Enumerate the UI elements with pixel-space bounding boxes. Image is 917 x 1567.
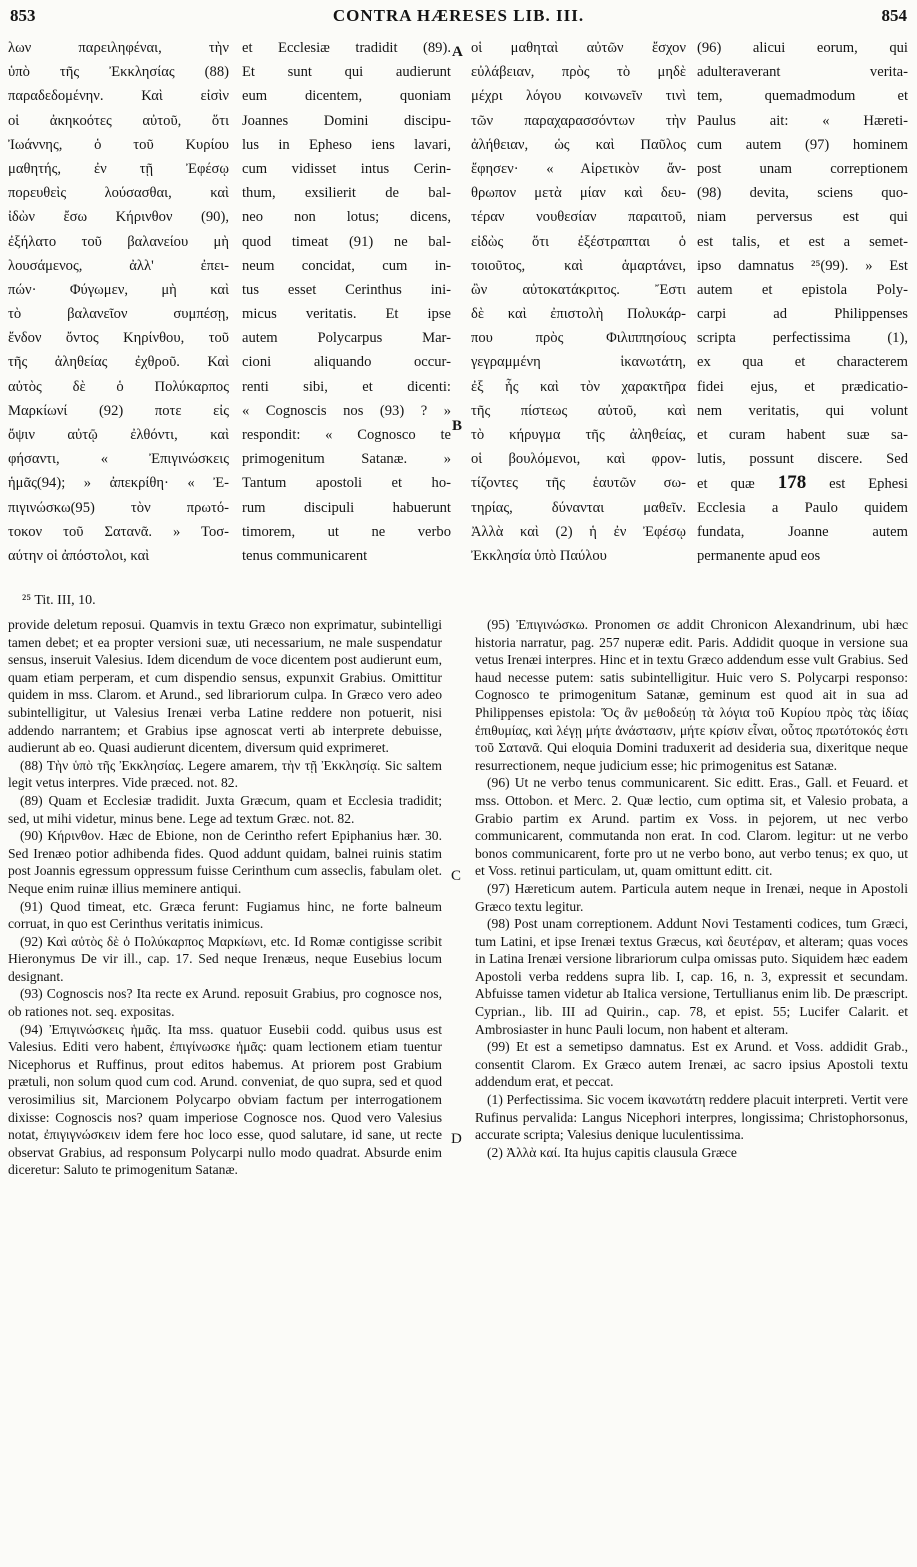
text-line: τῶν παραχαρασσόντων τὴν bbox=[471, 112, 686, 129]
margin-letter-a: A bbox=[452, 44, 463, 60]
text-line: (98) devita, sciens quo- bbox=[697, 185, 908, 202]
text-line: post unam correptionem bbox=[697, 160, 908, 177]
text-line: autem Polycarpus Mar- bbox=[242, 330, 451, 347]
text-line: ὑπὸ τῆς Ἐκκλησίας (88) bbox=[8, 64, 229, 81]
text-fragment: est Ephesi bbox=[829, 476, 908, 493]
margin-letter-b: B bbox=[452, 418, 463, 434]
text-line: φήσαντι, « Ἐπιγινώσκεις bbox=[8, 451, 229, 468]
text-line: που πρὸς Φιλιππησίους bbox=[471, 330, 686, 347]
text-line: εἰδὼς ὅτι ἐξέστραπται ὁ bbox=[471, 233, 686, 250]
text-line: ἐξήλατο τοῦ βαλανείου μὴ bbox=[8, 233, 229, 250]
greek-text-column-left bbox=[8, 36, 229, 606]
text-line: τὸ κήρυγμα τῆς ἀληθείας, bbox=[471, 427, 686, 443]
text-line: ἔφησεν· « Αἱρετικὸν ἄν- bbox=[471, 160, 686, 177]
text-line: λων παρειληφέναι, τὴν bbox=[8, 40, 229, 56]
text-line: respondit: « Cognosco te bbox=[242, 427, 451, 443]
footnote: (98) Post unam correptionem. Addunt Novi Testamenti codices, tum Græci, tum Latini, et ipse Irenæi textus Græcus, καὶ δευτέραν, et alteram; quas voces in Latina Irenæi versione librariorum culpa omissas puto. Siquidem hæc eadem Apostoli verba reddens supra lib. I, cap. 16, n. 3, expressit et secundam. Abfuisse tamen videtur ab Italica versione, Tertullianus enim lib. De præscript. Cyprian., lib. III ad Quirin., cap. 78, et epist. 55; Lucifer Calarit. et Ambrosiaster in hunc Pauli locum, non habent et alteram. bbox=[475, 916, 908, 1037]
text-line: τοιοῦτος, καὶ ἁμαρτάνει, bbox=[471, 257, 686, 274]
text-line: « Cognoscis nos (93) ? » bbox=[242, 402, 451, 419]
right-page-number: 854 bbox=[881, 6, 907, 25]
text-line: γεγραμμένη ἱκανωτάτη, bbox=[471, 354, 686, 371]
text-line: nem veritatis, qui volunt bbox=[697, 402, 908, 419]
text-line: quod timeat (91) ne bal- bbox=[242, 233, 451, 250]
text-line: ἡμᾶς(94); » ἀπεκρίθη· « Ἐ- bbox=[8, 475, 229, 492]
text-line: παραδεδομένην. Καὶ εἰσὶν bbox=[8, 88, 229, 105]
text-line: λουσάμενος, ἀλλ' ἐπει- bbox=[8, 257, 229, 274]
text-line: tus esset Cerinthus ini- bbox=[242, 281, 451, 298]
text-line: Tantum apostoli et ho- bbox=[242, 475, 451, 492]
text-line: lus in Epheso iens lavari, bbox=[242, 136, 451, 153]
text-line: tenus communicarent bbox=[242, 547, 368, 564]
text-line: cioni aliquando occur- bbox=[242, 354, 451, 371]
text-line: rum discipuli habuerunt bbox=[242, 499, 451, 516]
text-line: πιγινώσκω(95) τὸν πρωτό- bbox=[8, 499, 229, 516]
text-line: πορευθεὶς λούσασθαι, καὶ bbox=[8, 185, 229, 202]
text-line: τίζοντες τῆς ἑαυτῶν σω- bbox=[471, 475, 686, 492]
text-line: Ἰωάννης, ὁ τοῦ Κυρίου bbox=[8, 136, 229, 153]
footnote: (97) Hæreticum autem. Particula autem neque in Irenæi, neque in Apostoli Græco textu legitur. bbox=[475, 880, 908, 914]
text-line: tem, quemadmodum et bbox=[697, 88, 908, 105]
footnote: (89) Quam et Ecclesiæ tradidit. Juxta Græcum, quam et Ecclesia tradidit; sed, ut mihi videtur, minus bene. Lege ad textum Græc. not. 82. bbox=[8, 792, 442, 826]
text-line: τῆς πίστεως αὐτοῦ, καὶ bbox=[471, 402, 686, 419]
text-line: micus veritatis. Et ipse bbox=[242, 306, 451, 323]
footnote: (96) Ut ne verbo tenus communicarent. Sic editt. Eras., Gall. et Feuard. et mss. Ottobon. et Merc. 2. Quæ lectio, cum optima sit, et Valesio probata, a Grabio partim ex Arund. partim ex Voss. in pejorem, ut nec verbo communicarent, commutanda non erat. In cod. Clarom. legitur: ut ne verbo bonos communicarent, forte pro ut ne verbo bono, aut verbo tenus; ex quo, ut et Voss. retinui particulam, ut, quam omittunt editt. cit. bbox=[475, 775, 908, 879]
text-line: τὸ βαλανεῖον συμπέσῃ, bbox=[8, 306, 229, 323]
text-line: et Ecclesiæ tradidit (89). bbox=[242, 40, 451, 56]
footnote: (88) Τὴν ὑπὸ τῆς Ἐκκλησίας. Legere amarem, τὴν τῇ Ἐκκλησίᾳ. Sic saltem legit vetus interpres. Vide præced. not. 82. bbox=[8, 757, 442, 791]
text-line: Paulus ait: « Hæreti- bbox=[697, 112, 908, 129]
text-line: ἀλήθειαν, ὡς καὶ Παῦλος bbox=[471, 136, 686, 153]
text-line: οἱ ἀκηκοότες αὐτοῦ, ὅτι bbox=[8, 112, 229, 129]
footnote: (93) Cognoscis nos? Ita recte ex Arund. reposuit Grabius, pro cognosce nos, ob rationes not. seq. expositas. bbox=[8, 986, 442, 1020]
text-line: carpi ad Philippenses bbox=[697, 306, 908, 323]
text-line: scripta perfectissima (1), bbox=[697, 330, 908, 347]
text-line: est talis, et est a semet- bbox=[697, 233, 908, 250]
text-line: autem et epistola Poly- bbox=[697, 281, 908, 298]
text-line: ἰδὼν ἔσω Κήρινθον (90), bbox=[8, 209, 229, 226]
text-line: primogenitum Satanæ. » bbox=[242, 451, 451, 468]
text-line: ex qua et characterem bbox=[697, 354, 908, 371]
text-line: neum concidat, cum in- bbox=[242, 257, 451, 274]
text-line: οἱ μαθηταὶ αὐτῶν ἔσχον bbox=[471, 40, 686, 56]
text-line: Et sunt qui audierunt bbox=[242, 64, 451, 81]
text-line: Ἐκκλησία ὑπὸ Παύλου bbox=[471, 547, 607, 564]
text-line: neo non lotus; dicens, bbox=[242, 209, 451, 226]
text-line: fundata, Joanne autem bbox=[697, 523, 908, 540]
text-line: μαθητής, ἐν τῇ Ἐφέσῳ bbox=[8, 160, 229, 177]
text-line: πών· Φύγωμεν, μὴ καὶ bbox=[8, 281, 229, 298]
notes-column-right bbox=[475, 616, 908, 1561]
footnote: provide deletum reposui. Quamvis in textu Græco non exprimatur, subintelligi tamen debet; et ea propter versioni suæ, uti necessarium, ne male suspendatur sensus, inseruit Valesius. Idem dicendum de voce dicentem post audierunt eum, quam etiam perperam, et cum dispendio sensus, expunxit Grabius. Omittitur quidem in mss. Clarom. et Arund., sed librariorum culpa. In Græco vero adeo subintelligitur, ut Valesius Irenæi verba Latine reddere non potuerit, nisi addendo narrantem; et Grabius ipse agnoscat verti ab interprete debuisse, audierunt ab eo. Quasi audierunt dicentem, diversum quid exprimeret. bbox=[8, 617, 442, 756]
text-line: Ecclesia a Paulo quidem bbox=[697, 499, 908, 516]
footnote: (94) Ἐπιγινώσκεις ἡμᾶς. Ita mss. quatuor Eusebii codd. quibus usus est Valesius. Editi vero habent, ἐπιγίνωσκε ἡμᾶς: quam lectionem etiam tuentur Nicephorus et Ruffinus, prout editos habemus. At priorem post Grabium prætuli, non solum quod cum cod. Arund. conveniat, de quo supra, sed et quod verosimilius sit, Marcionem Polycarpo obviam factum per interrogationem dixisse: Cognoscis nos? quam imperiose Cognosce nos. Quod vero Valesius notat, ἐπιγιγνώσκειν idem fere hoc loco esse, quod salutare, id sane, ut recte observat Grabius, ad responsum Polycarpi nullo modo quadrat. Absurde enim diceretur: Saluto te primogenitum Satanæ. bbox=[8, 1021, 442, 1178]
text-line: cum vidisset intus Cerin- bbox=[242, 160, 451, 177]
latin-text-column-left bbox=[242, 36, 451, 606]
margin-letter-c: C bbox=[451, 868, 462, 884]
text-line: δὲ καὶ ἐπιστολὴ Πολυκάρ- bbox=[471, 306, 686, 323]
text-line: (96) alicui eorum, qui bbox=[697, 40, 908, 56]
margin-letter-d: D bbox=[451, 1131, 462, 1147]
text-line: μέχρι λόγου κοινωνεῖν τινὶ bbox=[471, 88, 686, 105]
footnote: (2) Ἀλλὰ καί. Ita hujus capitis clausula Græce bbox=[487, 1144, 737, 1160]
running-title: CONTRA HÆRESES LIB. III. bbox=[332, 6, 585, 25]
text-line: αύτην οἱ ἀπόστολοι, καὶ bbox=[8, 547, 150, 564]
scripture-reference: ²⁵ Tit. III, 10. bbox=[22, 593, 96, 608]
text-line: fidei ejus, et prædicatio- bbox=[697, 378, 908, 395]
text-line: renti sibi, et dicenti: bbox=[242, 378, 451, 395]
footnote: (90) Κήρινθον. Hæc de Ebione, non de Cerintho refert Epiphanius hær. 30. Sed Irenæo potior adhibenda fides. Quod addunt quidam, balnei ruinis statim post Joannis egressum oppressum fuisse Cerinthum cum asseclis, fabulam olet. Neque enim ruinæ illius meminere antiqui. bbox=[8, 828, 442, 896]
footnote: (99) Et est a semetipso damnatus. Est ex Arund. et Voss. addidit Grab., consentit Clarom. Ex Græco autem Irenæi, ac sacro ipsius Apostoli textu addendum erat, et peccat. bbox=[475, 1039, 908, 1090]
footnote: (1) Perfectissima. Sic vocem ἱκανωτάτη reddere placuit interpreti. Vertit vere Rufinus pervalida: Langus Nicephori interpres, longissima; Christophorsonus, accurate scripta; Valesius denique luculentissima. bbox=[475, 1092, 908, 1143]
text-line: Joannes Domini discipu- bbox=[242, 112, 451, 129]
text-line: cum autem (97) hominem bbox=[697, 136, 908, 153]
greek-text-column-right bbox=[471, 36, 686, 606]
text-line: ὢν αὐτοκατάκριτος. Ἔστι bbox=[471, 281, 686, 298]
text-line: ἐξ ἧς καὶ τὸν χαρακτῆρα bbox=[471, 378, 686, 395]
text-line: τῆς ἀληθείας ἐχθροῦ. Καὶ bbox=[8, 354, 229, 371]
text-line: τέραν νουθεσίαν παραιτοῦ, bbox=[471, 209, 686, 226]
text-line: Ἀλλὰ καὶ (2) ἡ ἐν Ἐφέσῳ bbox=[471, 523, 686, 540]
text-line: ὄψιν αὐτῷ ἐλθόντι, καὶ bbox=[8, 427, 229, 443]
text-line bbox=[697, 471, 908, 495]
footnote: (95) Ἐπιγινώσκω. Pronomen σε addit Chronicon Alexandrinum, ubi hæc historia narratur, pag. 257 nuperæ edit. Paris. Addidit quoque in versione sua vetus Irenæi interpres. Hinc et in textu Græco addendum esse vult Grabius. Sed haud necesse putem: satis subintelligitur. Huic vero S. Polycarpi responso: Cognosco te primogenitum Satanæ, geminum est quod ait in sua ad Philippenses epistola: Ὅς ἂν μεθοδεύῃ τὰ λόγια τοῦ Κυρίου πρὸς τὰς ἰδίας ἐπιθυμίας, καὶ λέγῃ μήτε ἀνάστασιν, μήτε κρίσιν εἶναι, οὗτος πρωτότοκός ἐστι τοῦ Σατανᾶ. Qui eloquia Domini traduxerit ad desideria sua, dixeritque neque resurrectionem, neque judicium esse; hic primogenitus est Satanæ. bbox=[475, 617, 908, 773]
footnote: (91) Quod timeat, etc. Græca ferunt: Fugiamus hinc, ne forte balneum corruat, in quo est Cerinthus veritatis inimicus. bbox=[8, 898, 442, 932]
text-line: ἔνδον ὄντος Κηρίνθου, τοῦ bbox=[8, 330, 229, 347]
text-line: θρωπον μετὰ μίαν καὶ δευ- bbox=[471, 185, 686, 202]
text-line: niam perversus est qui bbox=[697, 209, 908, 226]
text-line: τηρίας, δύνανται μαθεῖν. bbox=[471, 499, 686, 516]
text-fragment: et quæ bbox=[697, 476, 755, 493]
text-line: lutis, possunt discere. Sed bbox=[697, 451, 908, 468]
text-line: timorem, ut ne verbo bbox=[242, 523, 451, 540]
notes-column-left bbox=[8, 616, 442, 1561]
text-line: Μαρκίωνί (92) ποτε εἰς bbox=[8, 402, 229, 419]
text-line: et curam habent suæ sa- bbox=[697, 427, 908, 443]
edition-page-number: 178 bbox=[777, 472, 807, 494]
text-line: permanente apud eos bbox=[697, 547, 821, 564]
text-line: αὐτὸς δὲ ὁ Πολύκαρπος bbox=[8, 378, 229, 395]
page-header bbox=[10, 6, 907, 32]
text-line: τοκον τοῦ Σατανᾶ. » Τοσ- bbox=[8, 523, 229, 540]
text-line: οἱ βουλόμενοι, καὶ φρον- bbox=[471, 451, 686, 468]
text-line: adulteraverant verita- bbox=[697, 64, 908, 81]
text-line: εὐλάβειαν, πρὸς τὸ μηδὲ bbox=[471, 64, 686, 81]
text-line: ipso damnatus ²⁵(99). » Est bbox=[697, 257, 908, 274]
footnote: (92) Καὶ αὐτὸς δὲ ὁ Πολύκαρπος Μαρκίωνι, etc. Id Romæ contigisse scribit Hieronymus De vir ill., cap. 17. Sed neque Irenæus, neque Eusebius locum designant. bbox=[8, 933, 442, 984]
text-line: eum dicentem, quoniam bbox=[242, 88, 451, 105]
left-page-number: 853 bbox=[10, 6, 36, 25]
latin-text-column-right bbox=[697, 36, 908, 606]
text-line: thum, exsilierit de bal- bbox=[242, 185, 451, 202]
